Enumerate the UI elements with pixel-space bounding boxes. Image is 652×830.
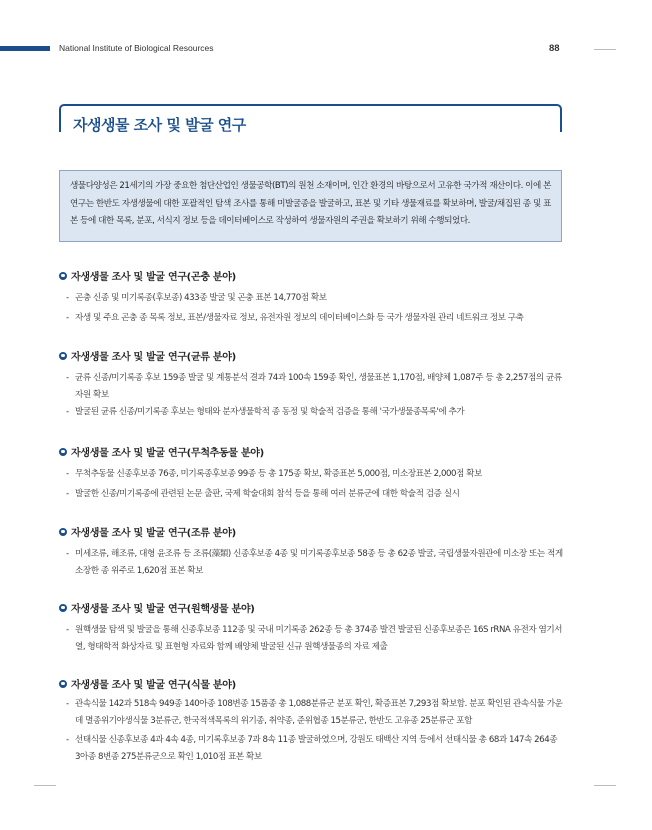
list-item-text: 균류 신종/미기록종 후보 159종 발굴 및 계통분석 결과 74과 100속 159종 확인, 생물표본 1,170점, 배양체 1,087주 등 총 2,257점의 균류자원 확보 (75, 373, 562, 400)
list-item-text: 곤충 신종 및 미기록종(후보종) 433종 발굴 및 곤충 표본 14,770점 확보 (75, 293, 327, 303)
list-item (66, 466, 564, 483)
dash-marker: - (66, 699, 69, 709)
section-heading-text: 자생생물 조사 및 발굴 연구(곤충 분야) (71, 272, 236, 283)
list-item (66, 404, 564, 421)
section-heading (59, 348, 236, 363)
dash-marker: - (66, 549, 69, 559)
list-item-text: 관속식물 142과 518속 949종 140아종 108변종 15품종 총 1,088분류군 분포 확인, 확증표본 7,293점 확보함. 분포 확인된 관속식물 가운데 멸종위기야생식물 3분류군, 한국적색목록의 위기종, 취약종, 준위협종 15분류군, 한반도 고유종 25분류군 포함 (75, 699, 563, 726)
dash-marker: - (66, 735, 69, 745)
circle-bullet-icon (59, 448, 67, 456)
header-organization: National Institute of Biological Resources (59, 43, 214, 53)
page-number: 88 (549, 43, 560, 54)
list-item-text: 미세조류, 해조류, 대형 윤조류 등 조류(藻類) 신종후보종 4종 및 미기록종후보종 58종 등 총 62종 발굴, 국립생물자원관에 미소장 또는 적게 소장한 종 위주로 1,620점 표본 확보 (75, 549, 563, 576)
section-heading (59, 524, 236, 539)
list-item-text: 발굴된 균류 신종/미기록종 후보는 형태와 분자생물학적 종 동정 및 학술적 검증을 통해 '국가생물종목록'에 추가 (75, 407, 465, 417)
list-item-text: 자생 및 주요 곤충 종 목록 정보, 표본/생물자료 정보, 유전자원 정보의 데이터베이스화 등 국가 생물자원 관리 네트워크 정보 구축 (75, 313, 524, 323)
circle-bullet-icon (59, 272, 67, 280)
dash-marker: - (66, 625, 69, 635)
section-heading (59, 444, 264, 459)
circle-bullet-icon (59, 528, 67, 536)
title-box (59, 104, 562, 132)
section-heading (59, 268, 236, 283)
dash-marker: - (66, 373, 69, 383)
header-accent-bar (0, 46, 50, 51)
section-heading (59, 600, 255, 615)
section-heading-text: 자생생물 조사 및 발굴 연구(조류 분야) (71, 528, 236, 539)
section-heading-text: 자생생물 조사 및 발굴 연구(원핵생물 분야) (71, 604, 255, 615)
list-item-text: 원핵생물 탐색 및 발굴을 통해 신종후보종 112종 및 국내 미기록종 262종 등 총 374종 발견 발굴된 신종후보종은 16S rRNA 유전자 염기서열, 형태학적 화상자료 및 표현형 자료와 함께 배양체 발굴된 신규 원핵생물종의 자료 제출 (75, 625, 563, 652)
header-divider (594, 49, 616, 50)
list-item (66, 546, 564, 580)
list-item (66, 622, 564, 656)
list-item (66, 310, 564, 327)
list-item (66, 290, 564, 307)
section-heading-text: 자생생물 조사 및 발굴 연구(식물 분야) (71, 680, 236, 691)
list-item (66, 370, 564, 404)
page-title: 자생생물 조사 및 발굴 연구 (73, 116, 246, 134)
summary-box: 생물다양성은 21세기의 가장 중요한 첨단산업인 생물공학(BT)의 원천 소재이며, 인간 환경의 바탕으로서 고유한 국가적 재산이다. 이에 본 연구는 한반도 자생생물에 대한 포괄적인 탐색 조사를 통해 미발굴종을 발굴하고, 표본 및 기타 생물재료를 확보하며, 발굴/채집된 종 및 표본 등에 대한 목록, 분포, 서식지 정보 등을 데이터베이스로 작성하여 생물자원의 주권을 확보하기 위해 수행되었다. (59, 170, 562, 242)
section-heading-text: 자생생물 조사 및 발굴 연구(균류 분야) (71, 352, 236, 363)
list-item (66, 486, 564, 503)
footer-divider-left (34, 785, 56, 786)
section-heading (59, 676, 236, 691)
dash-marker: - (66, 293, 69, 303)
list-item-text: 선태식물 신종후보종 4과 4속 4종, 미기록후보종 7과 8속 11종 발굴하였으며, 강원도 태백산 지역 등에서 선태식물 총 68과 147속 264종 3아종 8변종 275분류군으로 확인 1,010점 표본 확보 (75, 735, 558, 762)
list-item (66, 696, 564, 730)
section-heading-text: 자생생물 조사 및 발굴 연구(무척추동물 분야) (71, 448, 264, 459)
list-item (66, 732, 564, 766)
circle-bullet-icon (59, 680, 67, 688)
footer-divider-right (594, 785, 616, 786)
list-item-text: 무척추동물 신종후보종 76종, 미기록종후보종 99종 등 총 175종 확보, 확증표본 5,000점, 미소장표본 2,000점 확보 (75, 469, 482, 479)
dash-marker: - (66, 489, 69, 499)
dash-marker: - (66, 469, 69, 479)
circle-bullet-icon (59, 352, 67, 360)
list-item-text: 발굴한 신종/미기록종에 관련된 논문 출판, 국제 학술대회 참석 등을 통해 여러 분류군에 대한 학술적 검증 실시 (75, 489, 460, 499)
dash-marker: - (66, 407, 69, 417)
circle-bullet-icon (59, 604, 67, 612)
dash-marker: - (66, 313, 69, 323)
